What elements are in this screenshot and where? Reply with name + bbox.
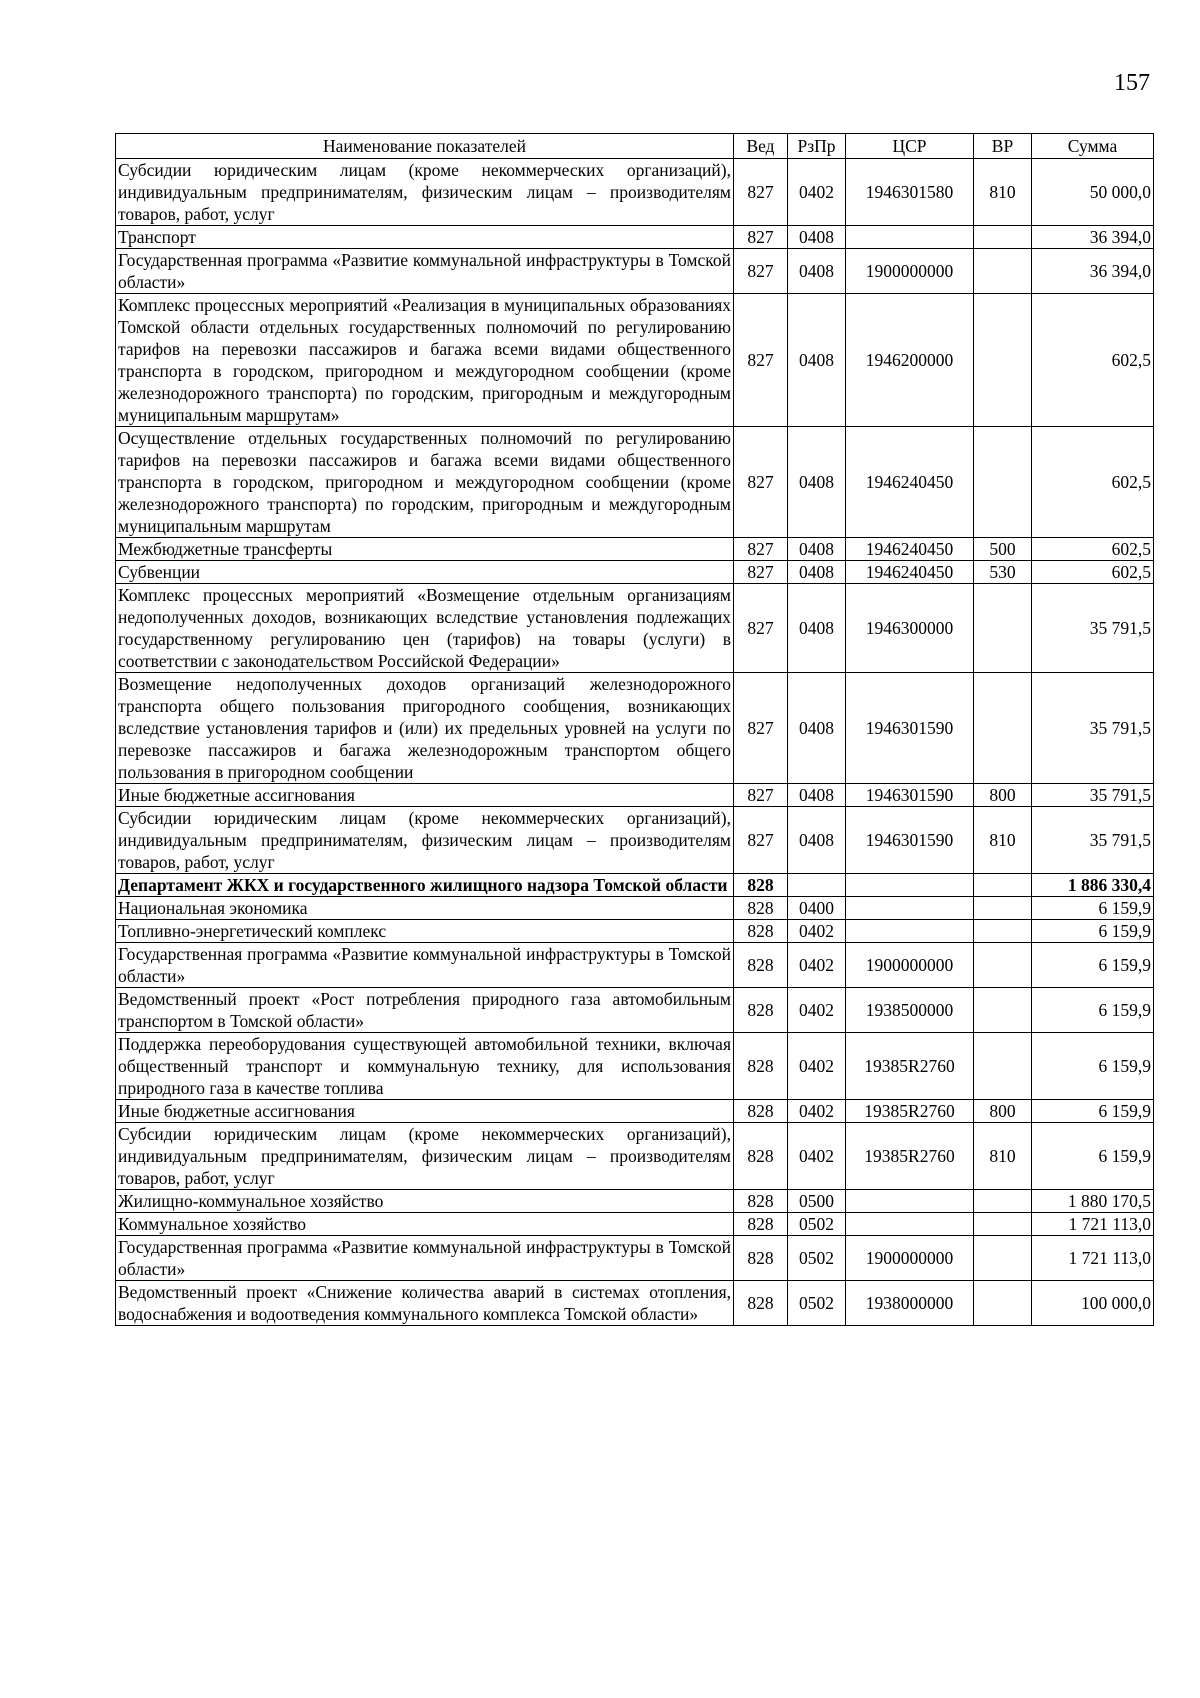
cell-rzpr: 0402 bbox=[788, 1123, 846, 1190]
cell-vr bbox=[974, 988, 1032, 1033]
cell-ved: 827 bbox=[734, 807, 788, 874]
cell-ved: 828 bbox=[734, 1190, 788, 1213]
cell-rzpr bbox=[788, 874, 846, 897]
cell-sum: 6 159,9 bbox=[1032, 1123, 1154, 1190]
cell-ved: 828 bbox=[734, 1033, 788, 1100]
cell-csr: 1900000000 bbox=[846, 249, 974, 294]
cell-vr bbox=[974, 427, 1032, 538]
cell-name: Комплекс процессных мероприятий «Реализация в муниципальных образованиях Томской области отдельных государственных полномочий по регулированию тарифов на перевозки пассажиров и багажа всеми видами общественного транспорта в городском, пригородном и междугородном сообщении (кроме железнодорожного транспорта) по городским, пригородным и междугородным муниципальным маршрутам» bbox=[116, 294, 734, 427]
cell-name: Департамент ЖКХ и государственного жилищного надзора Томской области bbox=[116, 874, 734, 897]
cell-csr bbox=[846, 1190, 974, 1213]
cell-ved: 828 bbox=[734, 874, 788, 897]
cell-vr bbox=[974, 897, 1032, 920]
cell-name: Возмещение недополученных доходов организаций железнодорожного транспорта общего пользования пригородного сообщения, возникающих вследствие установления тарифов и (или) их предельных уровней на услуги по перевозке пассажиров и багажа железнодорожным транспортом общего пользования в пригородном сообщении bbox=[116, 673, 734, 784]
table-row bbox=[116, 294, 1154, 427]
cell-rzpr: 0408 bbox=[788, 784, 846, 807]
cell-csr: 19385R2760 bbox=[846, 1100, 974, 1123]
cell-sum: 6 159,9 bbox=[1032, 897, 1154, 920]
cell-sum: 1 886 330,4 bbox=[1032, 874, 1154, 897]
cell-sum: 6 159,9 bbox=[1032, 920, 1154, 943]
cell-csr: 1938000000 bbox=[846, 1281, 974, 1326]
cell-ved: 827 bbox=[734, 561, 788, 584]
cell-name: Иные бюджетные ассигнования bbox=[116, 1100, 734, 1123]
cell-name: Национальная экономика bbox=[116, 897, 734, 920]
table-row bbox=[116, 897, 1154, 920]
cell-vr bbox=[974, 943, 1032, 988]
table-row bbox=[116, 920, 1154, 943]
cell-vr bbox=[974, 1033, 1032, 1100]
cell-vr: 810 bbox=[974, 807, 1032, 874]
cell-ved: 827 bbox=[734, 427, 788, 538]
cell-sum: 6 159,9 bbox=[1032, 943, 1154, 988]
cell-sum: 35 791,5 bbox=[1032, 673, 1154, 784]
cell-csr: 1946200000 bbox=[846, 294, 974, 427]
cell-rzpr: 0400 bbox=[788, 897, 846, 920]
cell-vr: 530 bbox=[974, 561, 1032, 584]
cell-name: Субвенции bbox=[116, 561, 734, 584]
cell-sum: 6 159,9 bbox=[1032, 1100, 1154, 1123]
cell-vr bbox=[974, 920, 1032, 943]
cell-csr: 19385R2760 bbox=[846, 1033, 974, 1100]
column-header-vr: ВР bbox=[974, 134, 1032, 159]
cell-ved: 828 bbox=[734, 1281, 788, 1326]
cell-name: Субсидии юридическим лицам (кроме некоммерческих организаций), индивидуальным предпринимателям, физическим лицам – производителям товаров, работ, услуг bbox=[116, 807, 734, 874]
cell-sum: 602,5 bbox=[1032, 561, 1154, 584]
cell-vr bbox=[974, 874, 1032, 897]
cell-name: Государственная программа «Развитие коммунальной инфраструктуры в Томской области» bbox=[116, 943, 734, 988]
cell-csr: 1900000000 bbox=[846, 943, 974, 988]
cell-rzpr: 0408 bbox=[788, 538, 846, 561]
cell-ved: 828 bbox=[734, 1213, 788, 1236]
table-row bbox=[116, 1123, 1154, 1190]
cell-sum: 100 000,0 bbox=[1032, 1281, 1154, 1326]
cell-rzpr: 0408 bbox=[788, 584, 846, 673]
cell-vr bbox=[974, 1236, 1032, 1281]
cell-csr bbox=[846, 897, 974, 920]
table-header-row bbox=[116, 134, 1154, 159]
cell-rzpr: 0408 bbox=[788, 249, 846, 294]
cell-sum: 6 159,9 bbox=[1032, 988, 1154, 1033]
cell-csr bbox=[846, 874, 974, 897]
cell-name: Иные бюджетные ассигнования bbox=[116, 784, 734, 807]
cell-rzpr: 0408 bbox=[788, 807, 846, 874]
cell-vr bbox=[974, 1213, 1032, 1236]
table-row bbox=[116, 1190, 1154, 1213]
cell-name: Ведомственный проект «Рост потребления природного газа автомобильным транспортом в Томской области» bbox=[116, 988, 734, 1033]
table-row bbox=[116, 673, 1154, 784]
cell-vr: 800 bbox=[974, 784, 1032, 807]
cell-rzpr: 0408 bbox=[788, 226, 846, 249]
cell-csr: 1946240450 bbox=[846, 561, 974, 584]
cell-sum: 1 721 113,0 bbox=[1032, 1213, 1154, 1236]
cell-ved: 828 bbox=[734, 988, 788, 1033]
cell-name: Коммунальное хозяйство bbox=[116, 1213, 734, 1236]
cell-name: Субсидии юридическим лицам (кроме некоммерческих организаций), индивидуальным предпринимателям, физическим лицам – производителям товаров, работ, услуг bbox=[116, 159, 734, 226]
cell-rzpr: 0408 bbox=[788, 561, 846, 584]
cell-ved: 828 bbox=[734, 1100, 788, 1123]
cell-ved: 827 bbox=[734, 249, 788, 294]
cell-ved: 827 bbox=[734, 784, 788, 807]
cell-csr: 19385R2760 bbox=[846, 1123, 974, 1190]
cell-rzpr: 0402 bbox=[788, 920, 846, 943]
table-row bbox=[116, 1100, 1154, 1123]
cell-rzpr: 0402 bbox=[788, 1100, 846, 1123]
cell-name: Жилищно-коммунальное хозяйство bbox=[116, 1190, 734, 1213]
table-row bbox=[116, 427, 1154, 538]
cell-name: Поддержка переоборудования существующей автомобильной техники, включая общественный транспорт и коммунальную технику, для использования природного газа в качестве топлива bbox=[116, 1033, 734, 1100]
cell-rzpr: 0502 bbox=[788, 1281, 846, 1326]
cell-sum: 6 159,9 bbox=[1032, 1033, 1154, 1100]
cell-ved: 827 bbox=[734, 159, 788, 226]
cell-sum: 35 791,5 bbox=[1032, 807, 1154, 874]
cell-rzpr: 0408 bbox=[788, 294, 846, 427]
cell-rzpr: 0408 bbox=[788, 673, 846, 784]
cell-rzpr: 0402 bbox=[788, 159, 846, 226]
cell-name: Транспорт bbox=[116, 226, 734, 249]
cell-rzpr: 0502 bbox=[788, 1213, 846, 1236]
cell-ved: 827 bbox=[734, 673, 788, 784]
cell-rzpr: 0408 bbox=[788, 427, 846, 538]
cell-csr: 1946300000 bbox=[846, 584, 974, 673]
table-row bbox=[116, 807, 1154, 874]
cell-sum: 602,5 bbox=[1032, 538, 1154, 561]
column-header-name: Наименование показателей bbox=[116, 134, 734, 159]
cell-sum: 1 721 113,0 bbox=[1032, 1236, 1154, 1281]
cell-vr bbox=[974, 226, 1032, 249]
column-header-ved: Вед bbox=[734, 134, 788, 159]
table-row bbox=[116, 874, 1154, 897]
table-row bbox=[116, 988, 1154, 1033]
cell-csr: 1946240450 bbox=[846, 427, 974, 538]
table-row bbox=[116, 1033, 1154, 1100]
cell-ved: 828 bbox=[734, 920, 788, 943]
cell-sum: 35 791,5 bbox=[1032, 784, 1154, 807]
budget-table bbox=[115, 133, 1154, 1326]
cell-ved: 828 bbox=[734, 1236, 788, 1281]
cell-csr: 1946240450 bbox=[846, 538, 974, 561]
cell-ved: 827 bbox=[734, 226, 788, 249]
cell-csr bbox=[846, 920, 974, 943]
cell-ved: 827 bbox=[734, 584, 788, 673]
table-row bbox=[116, 159, 1154, 226]
table-row bbox=[116, 226, 1154, 249]
cell-csr: 1946301590 bbox=[846, 807, 974, 874]
cell-name: Ведомственный проект «Снижение количества аварий в системах отопления, водоснабжения и водоотведения коммунального комплекса Томской области» bbox=[116, 1281, 734, 1326]
cell-vr bbox=[974, 1281, 1032, 1326]
cell-sum: 36 394,0 bbox=[1032, 226, 1154, 249]
cell-csr: 1938500000 bbox=[846, 988, 974, 1033]
table-row bbox=[116, 249, 1154, 294]
table-row bbox=[116, 561, 1154, 584]
cell-vr bbox=[974, 584, 1032, 673]
cell-ved: 828 bbox=[734, 1123, 788, 1190]
cell-rzpr: 0502 bbox=[788, 1236, 846, 1281]
cell-ved: 827 bbox=[734, 538, 788, 561]
cell-name: Межбюджетные трансферты bbox=[116, 538, 734, 561]
column-header-rzpr: РзПр bbox=[788, 134, 846, 159]
cell-rzpr: 0500 bbox=[788, 1190, 846, 1213]
cell-rzpr: 0402 bbox=[788, 1033, 846, 1100]
cell-csr bbox=[846, 1213, 974, 1236]
cell-ved: 828 bbox=[734, 897, 788, 920]
cell-rzpr: 0402 bbox=[788, 943, 846, 988]
cell-csr: 1946301580 bbox=[846, 159, 974, 226]
table-row bbox=[116, 1213, 1154, 1236]
cell-csr: 1900000000 bbox=[846, 1236, 974, 1281]
cell-vr: 500 bbox=[974, 538, 1032, 561]
table-row bbox=[116, 784, 1154, 807]
cell-name: Топливно-энергетический комплекс bbox=[116, 920, 734, 943]
cell-sum: 602,5 bbox=[1032, 427, 1154, 538]
table-row bbox=[116, 538, 1154, 561]
table-row bbox=[116, 584, 1154, 673]
cell-ved: 828 bbox=[734, 943, 788, 988]
page-number: 157 bbox=[1114, 70, 1150, 96]
cell-vr: 800 bbox=[974, 1100, 1032, 1123]
cell-vr bbox=[974, 294, 1032, 427]
cell-name: Государственная программа «Развитие коммунальной инфраструктуры в Томской области» bbox=[116, 1236, 734, 1281]
cell-sum: 35 791,5 bbox=[1032, 584, 1154, 673]
cell-csr: 1946301590 bbox=[846, 784, 974, 807]
cell-vr: 810 bbox=[974, 159, 1032, 226]
column-header-csr: ЦСР bbox=[846, 134, 974, 159]
table-row bbox=[116, 943, 1154, 988]
cell-sum: 36 394,0 bbox=[1032, 249, 1154, 294]
cell-vr bbox=[974, 673, 1032, 784]
cell-sum: 602,5 bbox=[1032, 294, 1154, 427]
cell-csr: 1946301590 bbox=[846, 673, 974, 784]
cell-name: Государственная программа «Развитие коммунальной инфраструктуры в Томской области» bbox=[116, 249, 734, 294]
cell-sum: 50 000,0 bbox=[1032, 159, 1154, 226]
cell-name: Субсидии юридическим лицам (кроме некоммерческих организаций), индивидуальным предпринимателям, физическим лицам – производителям товаров, работ, услуг bbox=[116, 1123, 734, 1190]
cell-ved: 827 bbox=[734, 294, 788, 427]
cell-name: Осуществление отдельных государственных полномочий по регулированию тарифов на перевозки пассажиров и багажа всеми видами общественного транспорта в городском, пригородном и междугородном сообщении (кроме железнодорожного транспорта) по городским, пригородным и междугородным муниципальным маршрутам bbox=[116, 427, 734, 538]
cell-csr bbox=[846, 226, 974, 249]
column-header-sum: Сумма bbox=[1032, 134, 1154, 159]
cell-vr bbox=[974, 1190, 1032, 1213]
cell-sum: 1 880 170,5 bbox=[1032, 1190, 1154, 1213]
cell-vr: 810 bbox=[974, 1123, 1032, 1190]
cell-name: Комплекс процессных мероприятий «Возмещение отдельным организациям недополученных доходов, возникающих вследствие установления подлежащих государственному регулированию цен (тарифов) на товары (услуги) в соответствии с законодательством Российской Федерации» bbox=[116, 584, 734, 673]
cell-vr bbox=[974, 249, 1032, 294]
table-row bbox=[116, 1236, 1154, 1281]
cell-rzpr: 0402 bbox=[788, 988, 846, 1033]
table-row bbox=[116, 1281, 1154, 1326]
